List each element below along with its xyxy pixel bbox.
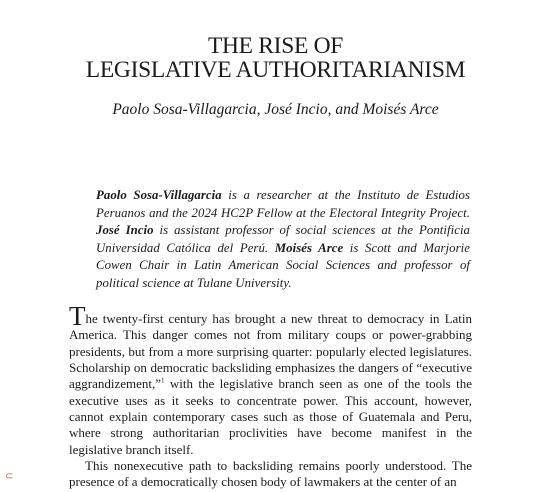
footnote-marker[interactable]: 1	[161, 377, 165, 386]
author-bios	[96, 187, 470, 293]
margin-annotation-icon[interactable]: ⊂	[5, 471, 14, 482]
body-paragraph-1	[69, 301, 472, 458]
article-authors: Paolo Sosa-Villagarcia, José Incio, and Moisés Arce	[112, 101, 439, 118]
body-paragraph-1-part-a: he twenty-first century has brought a new threat to democracy in Latin America. This danger comes not from military coups or power-grabbing presidents, but from a more surprising quarter: popularly elected legislatures. Scholarship on democratic backsliding emphasizes the dangers of “executive aggrandizement,”	[69, 311, 472, 392]
article-title-line-2: LEGISLATIVE AUTHORITARIANISM	[85, 57, 466, 83]
bio-author-2-desc: is assistant professor of social sciences at the Pontificia Universidad Católica del Perú.	[96, 223, 470, 255]
drop-cap: T	[69, 301, 86, 331]
bio-author-1-name: Paolo Sosa-Villagarcia	[96, 188, 222, 202]
body-paragraph-2: This nonexecutive path to backsliding remains poorly understood. The presence of a democratically chosen body of lawmakers at the center of an	[69, 458, 472, 490]
article-title	[0, 34, 551, 82]
bio-author-1-desc: is a researcher at the Instituto de Estudios Peruanos and the 2024 HC2P Fellow at the Electoral Integrity Project.	[96, 188, 471, 220]
bio-author-2-name: José Incio	[96, 223, 154, 238]
article-body	[69, 301, 472, 491]
article-title-line-1: THE RISE OF	[207, 33, 344, 59]
bio-author-3-name: Moisés Arce	[274, 240, 344, 255]
bio-author-3-desc: is Scott and Marjorie Cowen Chair in Latin American Social Sciences and professor of political science at Tulane University.	[96, 240, 470, 290]
body-paragraph-1-part-b: with the legislative branch seen as one of the tools the executive uses as it seeks to concentrate power. This account, however, cannot explain contemporary cases such as those of Guatemala and Peru, where strong authoritarian proclivities have become manifest in the legislative branch itself.	[69, 376, 472, 457]
